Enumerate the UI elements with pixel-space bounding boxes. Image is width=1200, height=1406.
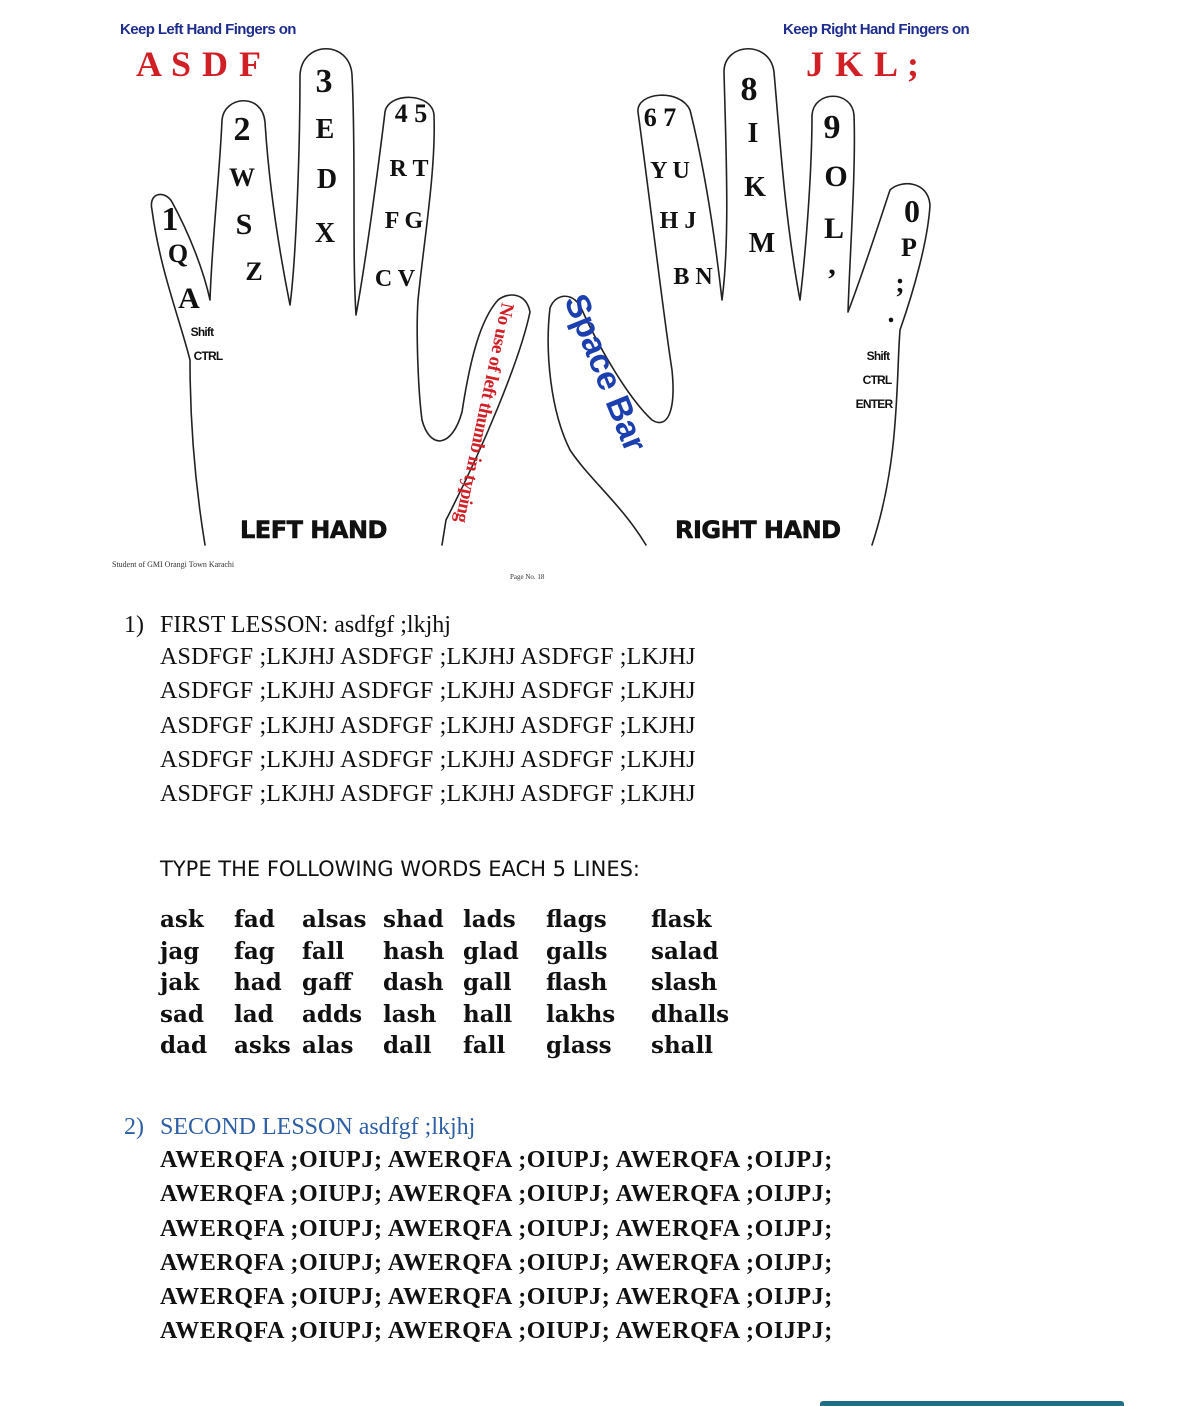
key-6-7: 6 7 bbox=[643, 103, 677, 132]
key-e: E bbox=[315, 114, 335, 145]
second-lesson-number: 2) bbox=[124, 1114, 144, 1140]
word-cell: glad bbox=[463, 937, 519, 965]
key-k: K bbox=[744, 172, 766, 203]
key-c-v: C V bbox=[374, 266, 416, 292]
key-1: 1 bbox=[161, 201, 179, 238]
key-4-5: 4 5 bbox=[394, 99, 428, 128]
word-cell: fag bbox=[234, 937, 275, 965]
drill-line: ASDFGF ;LKJHJ ASDFGF ;LKJHJ ASDFGF ;LKJHJ bbox=[160, 712, 696, 739]
drill-line: AWERQFA ;OIUPJ; AWERQFA ;OIUPJ; AWERQFA ;OIJPJ; bbox=[160, 1181, 833, 1208]
footer-student: Student of GMI Orangi Town Karachi bbox=[112, 560, 235, 569]
key-0: 0 bbox=[904, 193, 920, 229]
key-r-t: R T bbox=[389, 156, 429, 182]
word-cell: gaff bbox=[302, 969, 352, 997]
key-3: 3 bbox=[315, 63, 333, 100]
drill-line: AWERQFA ;OIUPJ; AWERQFA ;OIUPJ; AWERQFA ;OIJPJ; bbox=[160, 1249, 833, 1276]
word-cell: salad bbox=[651, 937, 719, 965]
key-shift-left: Shift bbox=[190, 325, 214, 339]
word-cell: lads bbox=[463, 906, 516, 933]
word-cell: jak bbox=[160, 969, 200, 997]
key-s: S bbox=[235, 208, 253, 241]
finger-position-diagram bbox=[0, 0, 1200, 600]
key-a: A bbox=[178, 282, 200, 315]
key-w: W bbox=[229, 163, 255, 192]
word-cell: lad bbox=[234, 1000, 274, 1028]
key-z: Z bbox=[245, 257, 263, 286]
second-lesson-drill bbox=[160, 1143, 833, 1349]
space-bar-label: Space Bar bbox=[556, 288, 655, 458]
word-cell: gall bbox=[463, 969, 512, 997]
key-comma: , bbox=[828, 248, 836, 281]
key-ctrl-left: CTRL bbox=[193, 349, 223, 363]
key-i: I bbox=[747, 118, 759, 149]
word-cell: shall bbox=[651, 1032, 714, 1060]
key-9: 9 bbox=[823, 109, 841, 146]
key-2: 2 bbox=[233, 111, 251, 148]
key-ctrl-right: CTRL bbox=[862, 373, 892, 387]
key-semicolon: ; bbox=[895, 268, 905, 299]
right-home-keys: J K L ; bbox=[806, 44, 921, 84]
word-cell: asks bbox=[234, 1032, 291, 1060]
word-cell: jag bbox=[160, 937, 200, 965]
left-home-keys: A S D F bbox=[136, 44, 263, 84]
right-hand-label: RIGHT HAND bbox=[675, 516, 841, 544]
word-cell: fall bbox=[302, 937, 345, 965]
word-cell: alsas bbox=[302, 906, 367, 933]
second-lesson bbox=[124, 1114, 833, 1349]
drill-line: AWERQFA ;OIUPJ; AWERQFA ;OIUPJ; AWERQFA ;OIJPJ; bbox=[160, 1318, 833, 1345]
right-caption: Keep Right Hand Fingers on bbox=[783, 21, 970, 38]
key-l: L bbox=[823, 212, 845, 245]
key-h-j: H J bbox=[659, 208, 697, 234]
drill-line: ASDFGF ;LKJHJ ASDFGF ;LKJHJ ASDFGF ;LKJHJ bbox=[160, 644, 696, 670]
key-q: Q bbox=[167, 239, 189, 268]
first-lesson-number: 1) bbox=[124, 612, 144, 638]
word-cell: shad bbox=[383, 906, 444, 933]
drill-line: AWERQFA ;OIUPJ; AWERQFA ;OIUPJ; AWERQFA ;OIJPJ; bbox=[160, 1215, 833, 1242]
key-8: 8 bbox=[740, 71, 758, 108]
drill-line: ASDFGF ;LKJHJ ASDFGF ;LKJHJ ASDFGF ;LKJHJ bbox=[160, 781, 696, 808]
left-caption: Keep Left Hand Fingers on bbox=[120, 21, 296, 38]
key-m: M bbox=[748, 228, 776, 259]
scroll-indicator[interactable] bbox=[820, 1401, 1124, 1406]
word-cell: flash bbox=[546, 969, 608, 997]
key-b-n: B N bbox=[673, 264, 713, 290]
first-lesson-heading bbox=[124, 612, 696, 639]
word-cell: galls bbox=[546, 937, 608, 965]
word-cell: dad bbox=[160, 1032, 208, 1060]
key-enter: ENTER bbox=[855, 397, 893, 411]
left-thumb-note: No use of left thumb in typing bbox=[450, 300, 518, 525]
first-lesson-drill bbox=[160, 640, 696, 811]
word-cell: hall bbox=[463, 1000, 513, 1028]
second-lesson-title: SECOND LESSON asdfgf ;lkjhj bbox=[160, 1114, 476, 1140]
word-cell: glass bbox=[546, 1032, 612, 1060]
word-cell: dall bbox=[383, 1032, 432, 1060]
word-cell: alas bbox=[302, 1032, 354, 1060]
drill-line: ASDFGF ;LKJHJ ASDFGF ;LKJHJ ASDFGF ;LKJHJ bbox=[160, 678, 696, 705]
word-cell: hash bbox=[383, 937, 445, 965]
word-cell: had bbox=[234, 969, 282, 997]
word-cell: sad bbox=[160, 1000, 204, 1028]
word-cell: ask bbox=[160, 906, 204, 933]
key-f-g: F G bbox=[384, 208, 424, 234]
word-cell: dash bbox=[383, 969, 444, 997]
key-p: P bbox=[901, 233, 917, 262]
word-cell: flask bbox=[651, 906, 712, 933]
word-cell: lakhs bbox=[546, 1000, 616, 1028]
key-period: . bbox=[887, 298, 895, 329]
drill-line: ASDFGF ;LKJHJ ASDFGF ;LKJHJ ASDFGF ;LKJHJ bbox=[160, 746, 696, 773]
drill-line: AWERQFA ;OIUPJ; AWERQFA ;OIUPJ; AWERQFA ;OIJPJ; bbox=[160, 1284, 833, 1311]
word-cell: lash bbox=[383, 1000, 437, 1028]
first-lesson bbox=[124, 612, 696, 811]
key-o: O bbox=[824, 160, 848, 193]
right-hand-outline bbox=[548, 49, 930, 545]
word-cell: fad bbox=[234, 906, 275, 933]
word-cell: fall bbox=[463, 1032, 506, 1060]
drill-line: AWERQFA ;OIUPJ; AWERQFA ;OIUPJ; AWERQFA ;OIJPJ; bbox=[160, 1147, 833, 1173]
key-d: D bbox=[316, 164, 338, 195]
word-cell: flags bbox=[546, 906, 607, 933]
word-cell: dhalls bbox=[651, 1000, 730, 1028]
word-cell: adds bbox=[302, 1000, 363, 1028]
word-cell: slash bbox=[651, 969, 718, 997]
key-shift-right: Shift bbox=[866, 349, 890, 363]
key-y-u: Y U bbox=[650, 158, 690, 184]
key-x: X bbox=[314, 218, 336, 249]
left-hand-label: LEFT HAND bbox=[240, 516, 387, 544]
second-lesson-heading bbox=[124, 1114, 833, 1141]
word-practice-instruction: TYPE THE FOLLOWING WORDS EACH 5 LINES: bbox=[160, 857, 640, 881]
first-lesson-title: FIRST LESSON: asdfgf ;lkjhj bbox=[160, 612, 451, 638]
footer-page-number: Page No. 18 bbox=[510, 573, 545, 581]
